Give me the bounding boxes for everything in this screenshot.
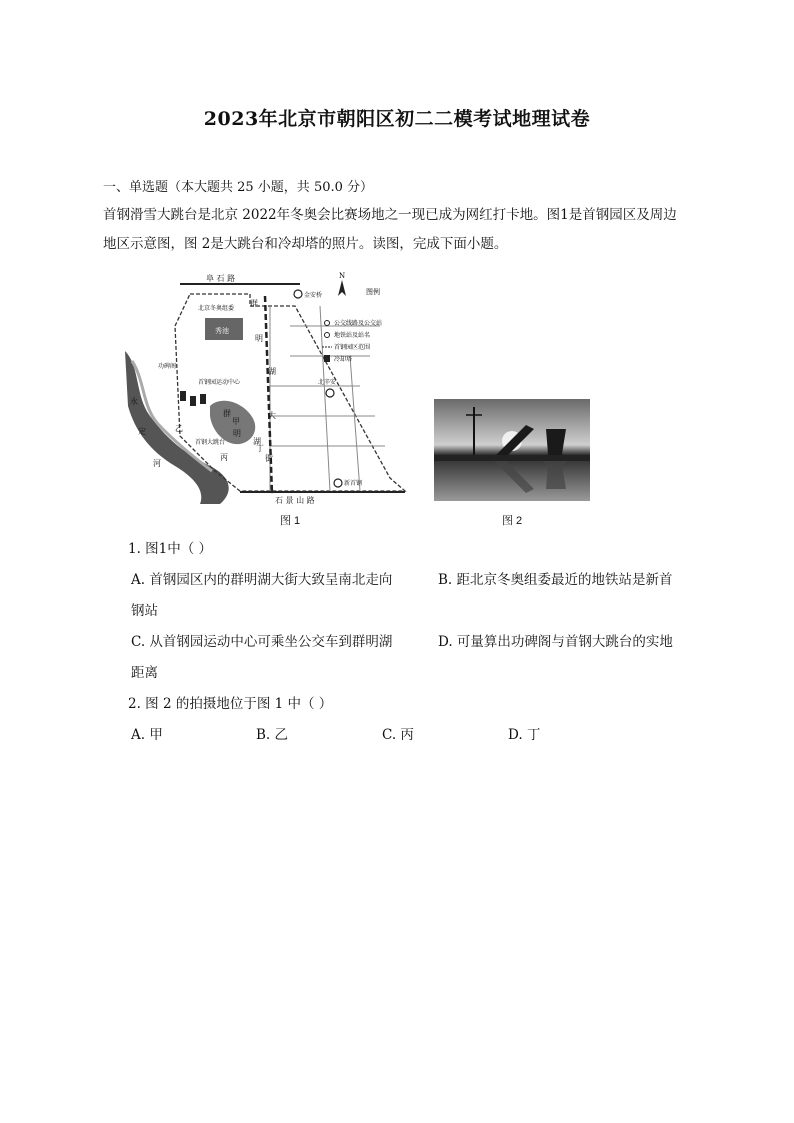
map-svg [120, 266, 420, 506]
map-label-ming-2: 明 [255, 334, 263, 343]
map-label-ming-1: 明 [233, 429, 241, 438]
legend-title: 图例 [366, 288, 380, 296]
map-label-beixinan: 北辛安 [318, 379, 337, 386]
legend-item-bus: 公交线路及公交站 [334, 320, 383, 327]
subway-legend-icon [325, 333, 330, 338]
map-legend [322, 272, 382, 363]
main-avenue [265, 296, 272, 494]
map-label-ding: 定 [138, 427, 146, 436]
map-label-qun-1: 群 [223, 409, 231, 418]
legend-north: N [339, 272, 346, 280]
bus-legend-icon [325, 321, 330, 326]
q2-option-d[interactable]: D. 丁 [508, 727, 541, 743]
photo-svg [434, 399, 590, 501]
map-label-hu-2: 湖 [268, 367, 276, 376]
map-label-xinshougang: 新首钢 [344, 480, 363, 487]
map-label-jia: 甲 [232, 417, 240, 426]
map-label-xiuchi: 秀池 [215, 327, 229, 335]
page-title: 2023年北京市朝阳区初二二模考试地理试卷 [203, 108, 591, 130]
question-1-stem: 1. 图1中（ ） [128, 541, 213, 557]
q2-option-a[interactable]: A. 甲 [131, 727, 163, 743]
intro-line-2: 地区示意图，图 2是大跳台和冷却塔的照片。读图，完成下面小题。 [103, 236, 508, 252]
intro-paragraph [103, 201, 703, 259]
map-label-sports-center: 首钢园运动中心 [198, 379, 241, 386]
q1-option-b[interactable]: B. 距北京冬奥组委最近的地铁站是新首 [438, 572, 673, 588]
map-label-gongbeige: 功碑阁 [158, 363, 177, 370]
question-2-stem: 2. 图 2 的拍摄地位于图 1 中（ ） [128, 696, 333, 712]
figure-1-map [120, 266, 420, 506]
figure-1-caption: 图 1 [280, 515, 301, 527]
map-label-winter-committee: 北京冬奥组委 [198, 305, 235, 312]
figure-2-photo [434, 399, 590, 501]
map-label-top-road: 阜 石 路 [206, 274, 236, 283]
cooling-tower-legend-icon [324, 355, 330, 362]
north-arrow-icon [338, 280, 346, 296]
map-label-ding-point: 丁 [256, 444, 264, 453]
q1-option-a[interactable]: A. 首钢园区内的群明湖大街大致呈南北走向 [131, 572, 393, 588]
map-label-qun-2: 群 [250, 299, 258, 308]
map-label-da: 大 [268, 411, 276, 420]
legend-item-boundary: 首钢园区范围 [334, 344, 371, 351]
q2-option-c[interactable]: C. 丙 [382, 727, 414, 743]
section-heading: 一、单选题（本大题共 25 小题，共 50.0 分） [103, 180, 374, 195]
map-label-big-jump: 首钢大跳台 [195, 439, 226, 446]
map-label-hu-1: 湖 [253, 437, 261, 446]
map-label-bottom-road: 石 景 山 路 [275, 496, 315, 505]
map-label-jie: 街 [265, 454, 273, 463]
q2-option-b[interactable]: B. 乙 [256, 727, 289, 743]
skyline [434, 455, 590, 461]
q1-option-c[interactable]: C. 从首钢园运动中心可乘坐公交车到群明湖 [131, 634, 393, 650]
figures [120, 266, 600, 526]
map-label-yi: 乙 [175, 424, 183, 433]
q1-option-d[interactable]: D. 可量算出功碑阁与首钢大跳台的实地 [438, 634, 673, 650]
map-label-bing: 丙 [220, 453, 228, 462]
legend-item-subway: 地铁站及站名 [334, 332, 371, 339]
intro-line-1: 首钢滑雪大跳台是北京 2022年冬奥会比赛场地之一现已成为网红打卡地。图1是首钢园区及周边 [103, 207, 677, 223]
legend-item-cooling-tower: 冷却塔 [334, 356, 353, 363]
cooling-towers [180, 391, 206, 406]
map-label-he: 河 [153, 459, 161, 468]
q1-option-d-continued: 距离 [131, 665, 158, 681]
figure-2-caption: 图 2 [502, 515, 523, 527]
map-label-jinanqiao: 金安桥 [304, 292, 323, 299]
q1-option-b-continued: 钢站 [131, 603, 158, 619]
map-label-yong: 永 [130, 397, 138, 406]
